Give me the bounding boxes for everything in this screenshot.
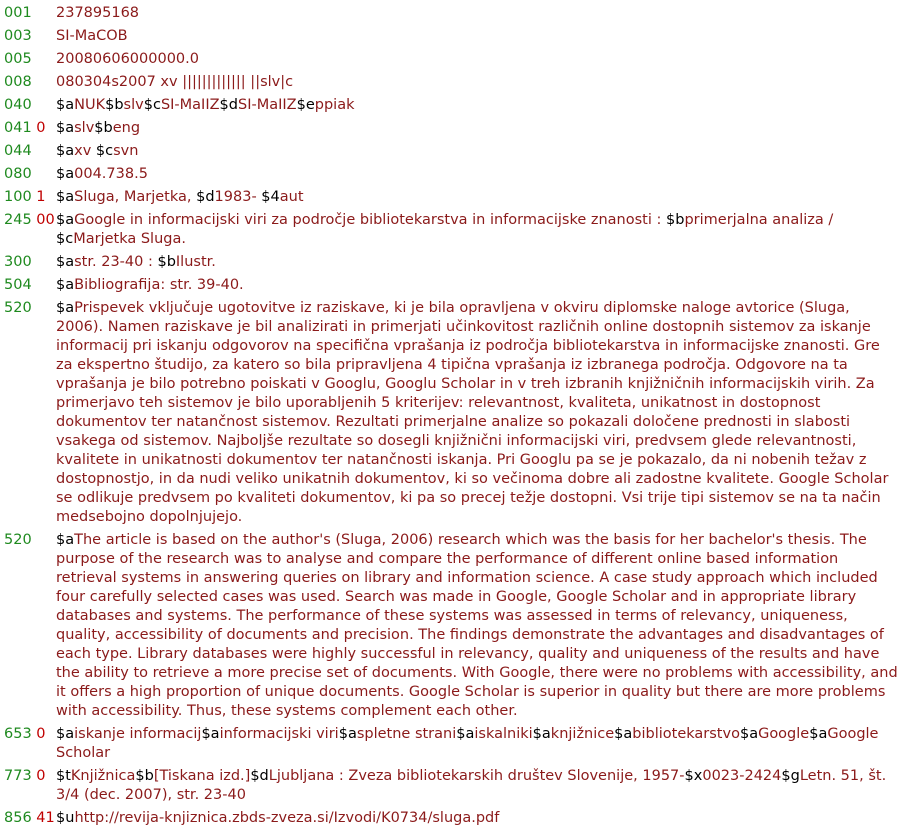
field-tag: 245 00 [4, 212, 55, 228]
subfield-code: $d [219, 97, 238, 113]
subfield-code: $a [56, 300, 75, 316]
field-tag: 005 [4, 51, 32, 67]
field-tag: 044 [4, 143, 32, 159]
subfield-value: SI-MaCOB [56, 28, 128, 44]
field-tag: 008 [4, 74, 32, 90]
subfield-code: $b [666, 212, 685, 228]
subfield-value: Google Scholar [56, 726, 879, 761]
marc-field-008 [0, 73, 900, 92]
subfield-code: $a [56, 726, 75, 742]
subfield-value: SI-MaIIZ [238, 97, 297, 113]
subfield-value: 004.738.5 [74, 166, 148, 182]
field-content [56, 768, 886, 803]
subfield-value: primerjalna analiza / [684, 212, 834, 228]
field-content [56, 120, 140, 136]
marc-field-520 [0, 531, 900, 721]
field-tag: 100 1 [4, 189, 46, 205]
marc-field-005 [0, 50, 900, 69]
subfield-value: 20080606000000.0 [56, 51, 199, 67]
subfield-code: $a [56, 166, 75, 182]
field-content [56, 51, 199, 67]
field-content [56, 166, 148, 182]
field-indicator: 0 [36, 768, 46, 784]
field-tag: 041 0 [4, 120, 46, 136]
subfield-value: slv [74, 120, 95, 136]
subfield-code: $b [135, 768, 154, 784]
field-content [56, 532, 898, 719]
field-tag: 653 0 [4, 726, 46, 742]
field-content [56, 277, 244, 293]
marc-field-520 [0, 299, 900, 527]
subfield-value: The article is based on the author's (Sluga, 2006) research which was the basis for her bachelor's thesis. The purpose of the research was to analyse and compare the performance of different online based information retrieval systems in answering queries on library and information science. A case study approach which included four carefully selected cases was used. Search was made in Google, Google Scholar and in appropriate library databases and systems. The performance of these systems was assessed in terms of relevancy, uniqueness, quality, accessibility of documents and precision. The findings demonstrate the advantages and disadvantages of each type. Library databases were highly successful in relevancy, quality and uniqueness of the results and have the ability to retrieve a more precise set of documents. With Google, there were no problems with accessibility, and it offers a high proportion of unique documents. Google Scholar is superior in quality but there are more problems with accessibility. Thus, these systems complement each other. [56, 532, 898, 719]
marc-field-044 [0, 142, 900, 161]
field-indicator: 0 [36, 120, 46, 136]
subfield-value: ppiak [314, 97, 355, 113]
marc-field-653 [0, 725, 900, 763]
subfield-value: [Tiskana izd.] [153, 768, 251, 784]
field-tag: 080 [4, 166, 32, 182]
subfield-value: iskalniki [474, 726, 533, 742]
marc-field-041 [0, 119, 900, 138]
subfield-code: $a [56, 143, 75, 159]
subfield-code: $u [56, 810, 75, 826]
subfield-code: $d [250, 768, 269, 784]
subfield-code: $a [56, 212, 75, 228]
subfield-code: $a [56, 120, 75, 136]
subfield-value: iskanje informacij [74, 726, 202, 742]
subfield-value: str. 23-40 : [74, 254, 158, 270]
subfield-value: aut [279, 189, 304, 205]
subfield-value: knjižnice [550, 726, 615, 742]
subfield-value: slv [123, 97, 144, 113]
subfield-value: Prispevek vključuje ugotovitve iz raziskave, ki je bila opravljena v okviru diplomske naloge avtorice (Sluga, 2006). Namen raziskave je bil analizirati in primerjati učinkovitost različnih online dostopnih sistemov za iskanje informacij pri iskanju odgovorov na specifična vprašanja iz področja bibliotekarstva in informacijske znanosti. Gre za ekspertno študijo, za katero so bila pripravljena 4 tipična vprašanja iz izbranega področja. Odgovore na ta vprašanja je bilo potrebno poiskati v Googlu, Googlu Scholar in v treh izbranih knjižničnih informacijskih virih. Za primerjavo teh sistemov je bilo uporabljenih 5 kriterijev: relevantnost, kvaliteta, unikatnost in dostopnost dokumentov ter natančnost sistemov. Rezultati primerjalne analize so pokazali določene prednosti in slabosti vsakega od sistemov. Najboljše rezultate so dosegli knjižnični informacijski viri, predvsem glede relevantnosti, kvalitete in unikatnosti dokumentov ter natančnosti iskanja. Pri Googlu pa se je pokazalo, da ni nobenih težav z dostopnostjo, in da nudi veliko unikatnih dokumentov, ki so večinoma dobre ali zadostne kvalitete. Google Scholar se odlikuje predvsem po kvaliteti dokumentov, ki pa so precej težje dostopni. Vsi trije tipi sistemov se na ta način medsebojno dopolnjujejo. [56, 300, 889, 525]
field-content [56, 74, 293, 90]
field-content [56, 726, 878, 761]
marc-field-100 [0, 188, 900, 207]
subfield-value: Marjetka Sluga. [73, 231, 186, 247]
marc-field-003 [0, 27, 900, 46]
marc-field-773 [0, 767, 900, 805]
subfield-value: spletne strani [356, 726, 457, 742]
subfield-value: 080304s2007 xv ||||||||||||| ||slv|c [56, 74, 294, 90]
subfield-code: $a [56, 97, 75, 113]
subfield-code: $a [809, 726, 828, 742]
subfield-code: $b [157, 254, 176, 270]
field-indicator: 00 [36, 212, 55, 228]
field-content [56, 97, 355, 113]
subfield-code: $c [143, 97, 161, 113]
field-content [56, 254, 216, 270]
subfield-code: $a [614, 726, 633, 742]
subfield-value: NUK [74, 97, 106, 113]
subfield-value: bibliotekarstvo [632, 726, 740, 742]
field-tag: 300 [4, 254, 32, 270]
subfield-code: $g [781, 768, 800, 784]
subfield-code: $a [56, 532, 75, 548]
subfield-code: $a [56, 189, 75, 205]
subfield-value: Letn. 51, št. 3/4 (dec. 2007), str. 23-40 [56, 768, 887, 803]
subfield-code: $a [456, 726, 475, 742]
marc-field-856 [0, 809, 900, 828]
subfield-value: Google [758, 726, 810, 742]
marc-field-245 [0, 211, 900, 249]
field-tag: 003 [4, 28, 32, 44]
subfield-code: $t [56, 768, 71, 784]
subfield-code: $e [296, 97, 315, 113]
field-content [56, 5, 139, 21]
subfield-value: http://revija-knjiznica.zbds-zveza.si/Izvodi/K0734/sluga.pdf [74, 810, 500, 826]
subfield-value: Ilustr. [175, 254, 216, 270]
marc-field-080 [0, 165, 900, 184]
field-content [56, 189, 304, 205]
marc-field-300 [0, 253, 900, 272]
subfield-code: $a [338, 726, 357, 742]
subfield-code: $x [684, 768, 703, 784]
subfield-value: 237895168 [56, 5, 140, 21]
subfield-code: $a [532, 726, 551, 742]
subfield-code: $c [56, 231, 74, 247]
subfield-value: Ljubljana : Zveza bibliotekarskih društev Slovenije, 1957- [268, 768, 685, 784]
subfield-code: $a [56, 254, 75, 270]
subfield-value: informacijski viri [219, 726, 339, 742]
subfield-code: $b [105, 97, 124, 113]
subfield-code: $b [94, 120, 113, 136]
marc-field-504 [0, 276, 900, 295]
marc-field-040 [0, 96, 900, 115]
field-tag: 856 41 [4, 810, 55, 826]
field-tag: 520 [4, 532, 32, 548]
field-indicator: 0 [36, 726, 46, 742]
subfield-value: Knjižnica [70, 768, 136, 784]
subfield-value: 0023-2424 [702, 768, 782, 784]
field-tag: 504 [4, 277, 32, 293]
subfield-code: $4 [261, 189, 280, 205]
field-indicator: 1 [36, 189, 46, 205]
field-tag: 773 0 [4, 768, 46, 784]
subfield-code: $a [201, 726, 220, 742]
subfield-value: SI-MaIIZ [160, 97, 220, 113]
subfield-code: $a [56, 277, 75, 293]
marc-field-001 [0, 4, 900, 23]
subfield-value: xv [74, 143, 96, 159]
subfield-value: 1983- [214, 189, 262, 205]
subfield-value: eng [112, 120, 141, 136]
subfield-code: $c [95, 143, 114, 159]
field-tag: 520 [4, 300, 32, 316]
subfield-code: $d [196, 189, 215, 205]
field-content [56, 300, 888, 525]
subfield-value: Google in informacijski viri za področje bibliotekarstva in informacijske znanosti : [74, 212, 666, 228]
subfield-value: Bibliografija: str. 39-40. [74, 277, 244, 293]
field-content [56, 212, 833, 247]
field-tag: 040 [4, 97, 32, 113]
subfield-value: Sluga, Marjetka, [74, 189, 197, 205]
subfield-value: svn [113, 143, 139, 159]
field-content [56, 28, 128, 44]
field-content [56, 810, 499, 826]
field-tag: 001 [4, 5, 32, 21]
field-content [56, 143, 138, 159]
subfield-code: $a [739, 726, 759, 742]
field-indicator: 41 [36, 810, 55, 826]
